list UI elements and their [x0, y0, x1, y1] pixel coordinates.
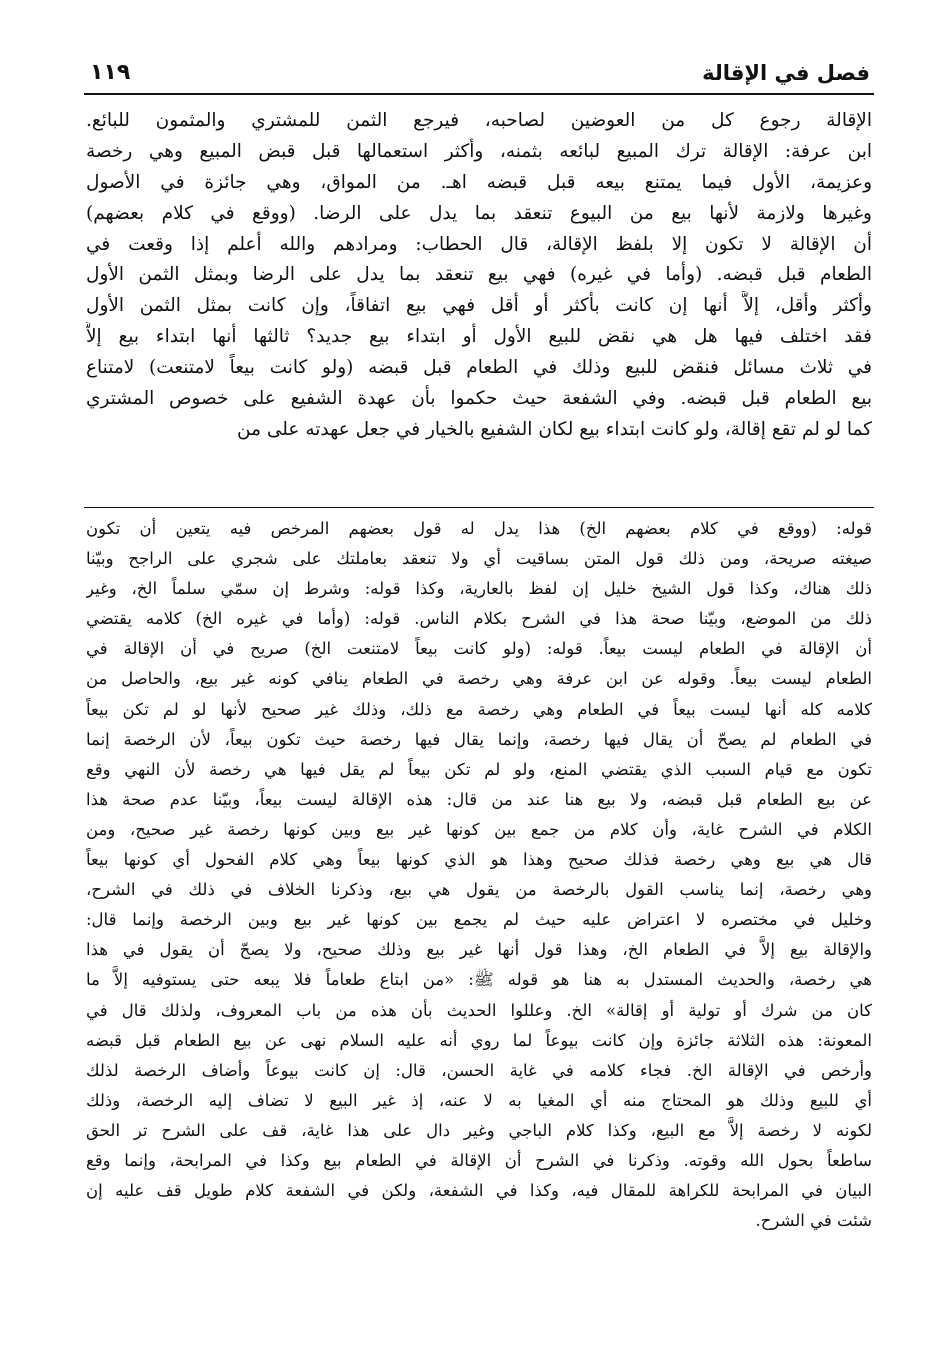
footnote-line: ذلك هناك، وكذا قول الشيخ خليل إن لفظ بالعارية، وكذا قوله: وشرط إن سمّي سلماً الخ، وغير	[86, 579, 872, 599]
footnote-line: ذلك من الموضع، وبيّنا صحة هذا في الشرح بكلام الناس. قوله: (وأما في غيره الخ) كلامه يقتضي	[86, 609, 872, 629]
footnote-line: وأرخص في الإقالة الخ. فجاء كلامه في غاية الحسن، قال: إن كانت بيوعاً وأضاف الرخصة لذلك	[86, 1060, 872, 1080]
chapter-title: فصل في الإقالة	[702, 61, 870, 85]
footnotes-body	[86, 514, 872, 1236]
footnote-line: عن بيع الطعام قبل قبضه، ولا بيع هنا عند من قال: هذه الإقالة ليست بيعاً، وبيّنا عدم صحة هذا	[86, 789, 872, 809]
footnote-line: صيغته صريحة، ومن ذلك قول المتن بساقيت أي ولا تنعقد بعاملتك على شجري على الراجح وبيّنا	[86, 549, 872, 569]
footnote-line: ساطعاً بحول الله وقوته. وذكرنا في الشرح أن الإقالة في الطعام بيع وكذا في المرابحة، وإنما وقع	[86, 1150, 872, 1170]
footnote-line: المعونة: هذه الثلاثة جائزة وإن كانت بيوعاً لما روي أنه عليه السلام نهى عن بيع الطعام قبل قبضه	[86, 1030, 872, 1050]
footnote-line: شئت في الشرح.	[755, 1211, 872, 1231]
footnote-line: كلامه كله أنها ليست بيعاً في الطعام وهي رخصة مع ذلك، وذلك غير صحيح لأنها لو لم تكن بيعاً	[86, 699, 872, 719]
main-text-line: أن الإقالة لا تكون إلا بلفظ الإقالة، قال الحطاب: ومرادهم والله أعلم إذا وقعت في	[86, 233, 872, 255]
footnote-line: قوله: (ووقع في كلام بعضهم الخ) هذا يدل له قول بعضهم المرخص فيه يتعين أن تكون	[86, 519, 872, 538]
main-text-line: كما لو لم تقع إقالة، ولو كانت ابتداء بيع لكان الشفيع بالخيار في جعل عهدته على من	[237, 418, 872, 440]
main-text-line: الإقالة رجوع كل من العوضين لصاحبه، فيرجع الثمن للمشتري والمثمون للبائع.	[86, 110, 872, 131]
footnote-line: والإقالة بيع إلاَّ في الطعام الخ، وهذا قول أنها غير بيع وذلك صحيح، ولا يصحّ أن يقول في هذا	[86, 940, 872, 960]
main-text-line: فقد اختلف فيها هل هي نقض للبيع الأول أو ابتداء بيع جديد؟ ثالثها أنها ابتداء بيع إلاَّ	[86, 326, 872, 348]
footnote-line: الطعام ليست بيعاً. وقوله عن ابن عرفة وهي رخصة في الطعام ينافي كونه غير بيع، والحاصل من	[86, 669, 872, 689]
footnote-line: تكون مع قيام السبب الذي يقتضي المنع، ولو لم تكن بيعاً لم يقل فيها هي رخصة لأن النهي وقع	[86, 759, 872, 779]
main-text-line: في ثلاث مسائل فنقض للبيع وذلك في الطعام قبل قبضه (ولو كانت بيعاً لامتنعت) لامتناع	[86, 357, 872, 379]
footnote-line: البيان في المرابحة للكراهة للمقال فيه، وكذا في الشفعة، ولكن في الشفعة كلام طويل قف عليه إن	[86, 1181, 872, 1201]
main-text-line: وأكثر وأقل، إلاَّ أنها إن كانت بأكثر أو أقل فهي بيع اتفاقاً، وإن كانت بمثل الثمن الأول	[86, 295, 872, 317]
footnote-line: لكونه لا رخصة إلاَّ مع البيع، وكذا كلام الباجي وغير دال على هذا غاية، قف على الشرح تر الحق	[86, 1120, 872, 1140]
footnote-line: كان من شرك أو تولية أو إقالة» الخ. وعللوا الحديث بأن هذه من باب المعروف، ولذلك قال في	[86, 1000, 872, 1020]
footnote-line: أن الإقالة في الطعام ليست بيعاً. قوله: (ولو كانت بيعاً لامتنعت الخ) صريح في أن الإقالة في	[86, 639, 872, 659]
page-header	[90, 58, 870, 92]
header-divider	[84, 93, 874, 95]
main-text-line: الطعام قبل قبضه. (وأما في غيره) فهي بيع تنعقد بما يدل على الرضا وبمثل الثمن الأول	[86, 264, 872, 286]
main-text-line: وغيرها ولازمة لأنها بيع من البيوع تنعقد بما يدل على الرضا. (ووقع في كلام بعضهم)	[86, 202, 872, 224]
footnote-line: هي رخصة، والحديث المستدل به هنا هو قوله ﷺ: «من ابتاع طعاماً فلا يبعه حتى يستوفيه إلاَّ ما	[86, 970, 872, 990]
footnote-line: في الطعام لم يصحّ أن يقال فيها رخصة، وإنما يقال فيها رخصة حيث تكون بيعاً، لأن الرخصة إنما	[86, 729, 872, 749]
footnote-line: وهي رخصة، إنما يناسب القول بالرخصة من يقول هي بيع، وذكرنا الخلاف في ذلك في الشرح،	[86, 880, 872, 900]
main-text-body	[86, 106, 872, 446]
main-text-line: ابن عرفة: الإقالة ترك المبيع لبائعه بثمنه، وأكثر استعمالها قبل قبض المبيع وهي رخصة	[86, 140, 872, 162]
page-number: ١١٩	[90, 60, 131, 85]
footnote-line: وخليل في مختصره لا اعتراض عليه حيث لم يجمع بين كونها غير بيع وبين الرخصة وإنما قال:	[86, 910, 872, 930]
main-text-line: وعزيمة، الأول فيما يمتنع بيعه قبل قبضه اهـ. من المواق، وهي جائزة في الأصول	[86, 171, 872, 193]
footnote-line: أي للبيع وذلك هو المحتاج منه أي المغيا به لا عنه، إذ غير البيع لا تضاف إليه الرخصة، وذلك	[86, 1090, 872, 1110]
footnote-line: قال هي بيع وهي رخصة فذلك صحيح وهذا هو الذي كونها بيعاً وهي كلام الفحول أي كونها بيعاً	[86, 850, 872, 870]
footnote-divider	[84, 507, 874, 508]
footnote-line: الكلام في الشرح غاية، وأن كلام من جمع بين كونها غير بيع وبين كونها رخصة غير صحيح، ومن	[86, 819, 872, 839]
main-text-line: بيع الطعام قبل قبضه. وفي الشفعة حيث حكموا بأن عهدة الشفيع على خصوص المشتري	[86, 388, 872, 410]
